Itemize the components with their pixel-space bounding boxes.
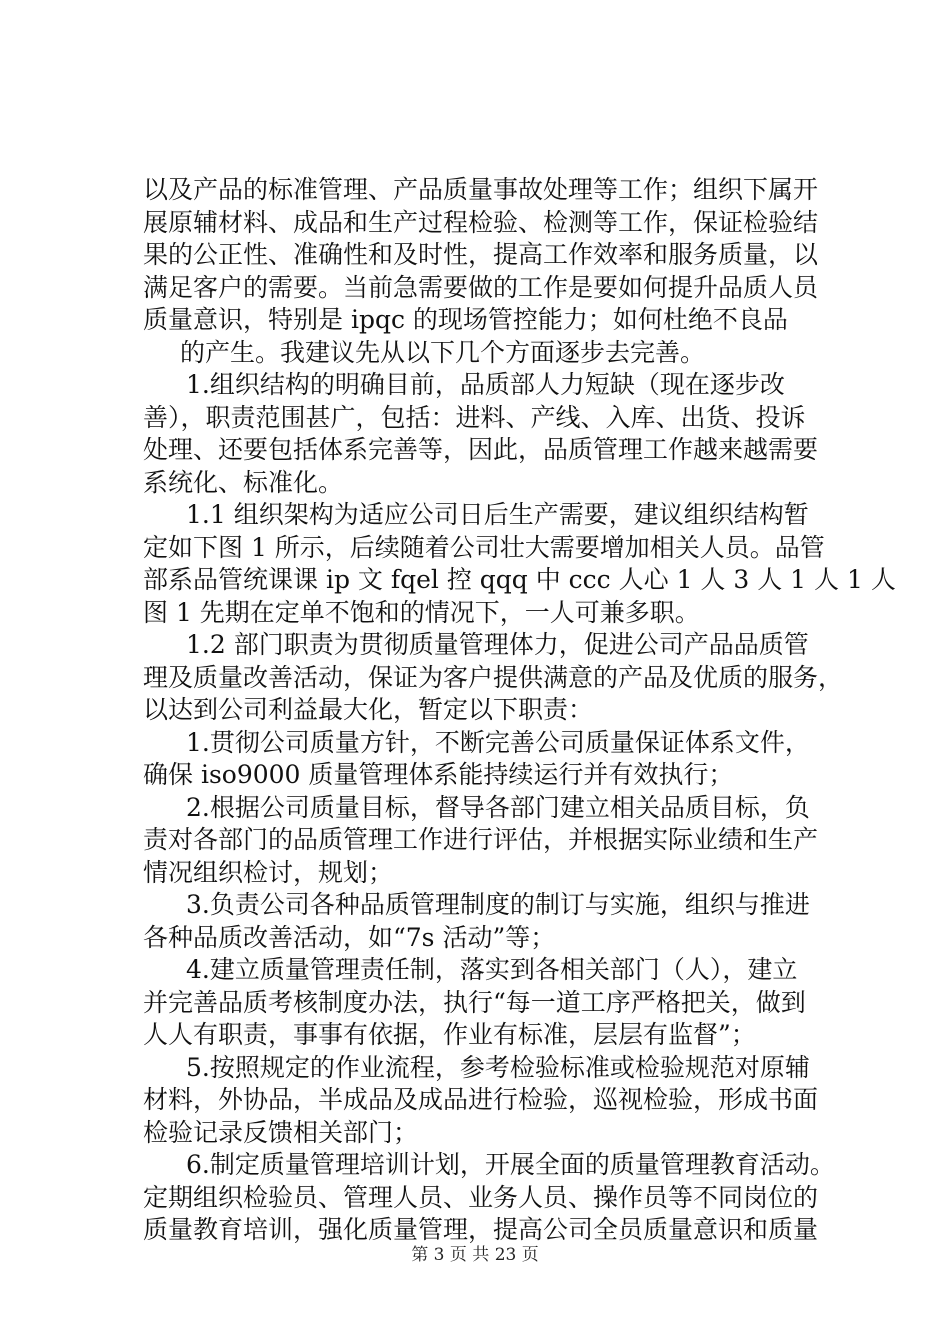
text-line: 质量意识，特别是 ipqc 的现场管控能力；如何杜绝不良品 — [143, 305, 788, 334]
text-line: 1.2 部门职责为贯彻质量管理体力，促进公司产品品质管 — [186, 630, 809, 659]
text-line: 确保 iso9000 质量管理体系能持续运行并有效执行； — [143, 760, 734, 789]
text-line: 情况组织检讨，规划； — [143, 857, 394, 887]
text-line: 展原辅材料、成品和生产过程检验、检测等工作，保证检验结 — [143, 207, 819, 237]
text-line: 系统化、标准化。 — [143, 467, 344, 497]
text-line: 4.建立质量管理责任制，落实到各相关部门（人），建立 — [186, 955, 798, 984]
text-line: 并完善品质考核制度办法，执行“每一道工序严格把关，做到 — [143, 987, 806, 1017]
page-number-footer: 第 3 页 共 23 页 — [411, 1245, 539, 1265]
text-line: 1.组织结构的明确目前，品质部人力短缺（现在逐步改 — [186, 370, 785, 399]
text-line: 定期组织检验员、管理人员、业务人员、操作员等不同岗位的 — [143, 1182, 819, 1212]
text-line: 责对各部门的品质管理工作进行评估，并根据实际业绩和生产 — [143, 825, 819, 854]
text-line: 理及质量改善活动，保证为客户提供满意的产品及优质的服务， — [143, 662, 844, 692]
text-line: 部系品管统课课 ip 文 fqel 控 qqq 中 ccc 人心 1 人 3 人 1 人 1 人 — [143, 565, 896, 594]
text-line: 3.负责公司各种品质管理制度的制订与实施，组织与推进 — [186, 890, 810, 919]
text-line: 1.贯彻公司质量方针，不断完善公司质量保证体系文件， — [186, 727, 810, 757]
text-line: 定如下图 1 所示，后续随着公司壮大需要增加相关人员。品管 — [143, 532, 825, 562]
text-line: 果的公正性、准确性和及时性，提高工作效率和服务质量，以 — [143, 240, 819, 269]
text-line: 检验记录反馈相关部门； — [143, 1117, 419, 1147]
text-line: 质量教育培训，强化质量管理，提高公司全员质量意识和质量 — [143, 1215, 819, 1244]
text-line: 5.按照规定的作业流程，参考检验标准或检验规范对原辅 — [186, 1052, 810, 1082]
text-line: 6.制定质量管理培训计划，开展全面的质量管理教育活动。 — [186, 1150, 835, 1179]
text-line: 满足客户的需要。当前急需要做的工作是要如何提升品质人员 — [143, 272, 819, 302]
text-line: 善），职责范围甚广，包括：进料、产线、入库、出货、投诉 — [143, 402, 806, 432]
text-line: 各种品质改善活动，如“7s 活动”等； — [143, 922, 556, 952]
text-line: 人人有职责，事事有依据，作业有标准，层层有监督”； — [143, 1020, 756, 1049]
text-line: 材料，外协品，半成品及成品进行检验，巡视检验，形成书面 — [143, 1085, 819, 1114]
text-line: 处理、还要包括体系完善等，因此，品质管理工作越来越需要 — [143, 435, 819, 464]
body-text — [143, 174, 896, 1247]
text-line: 以及产品的标准管理、产品质量事故处理等工作；组织下属开 — [143, 175, 819, 204]
text-line: 图 1 先期在定单不饱和的情况下，一人可兼多职。 — [143, 597, 700, 627]
text-line: 以达到公司利益最大化，暂定以下职责： — [143, 695, 594, 724]
text-line: 2.根据公司质量目标，督导各部门建立相关品质目标，负 — [186, 792, 810, 822]
text-line: 的产生。我建议先从以下几个方面逐步去完善。 — [180, 337, 706, 367]
text-line: 1.1 组织架构为适应公司日后生产需要，建议组织结构暂 — [186, 500, 809, 529]
